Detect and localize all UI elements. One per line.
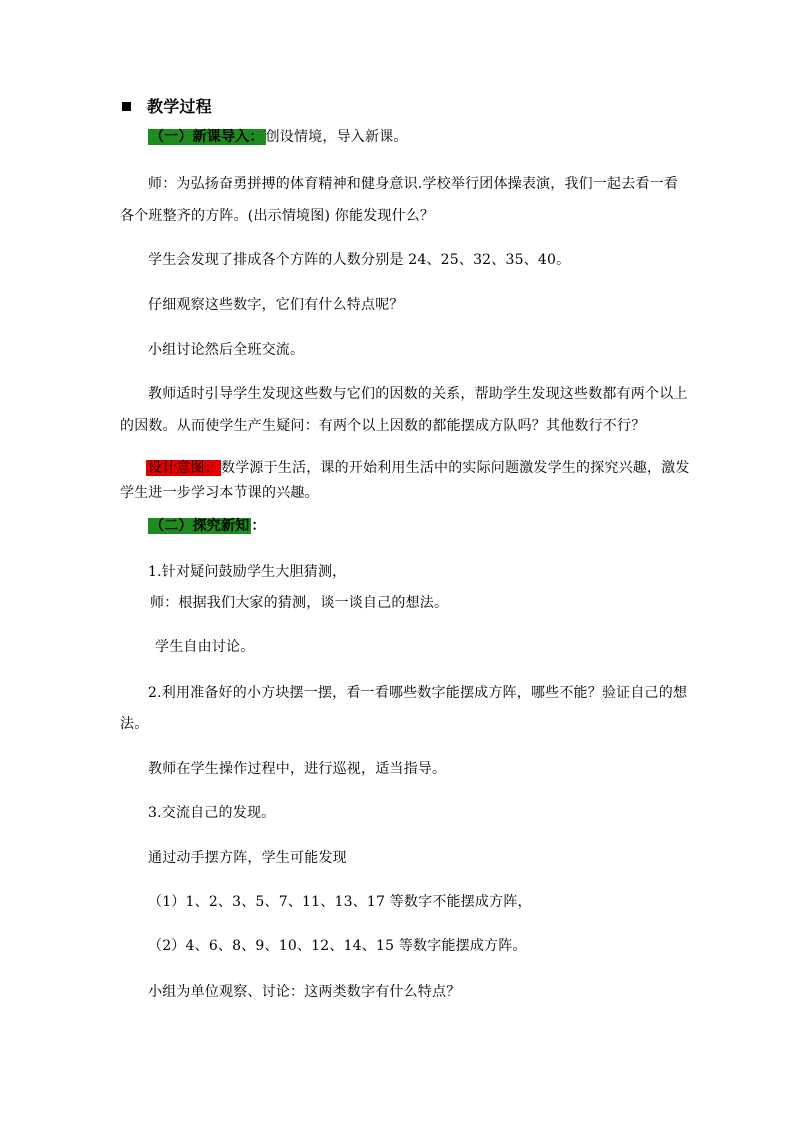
design-intent-text-b: 学生进一步学习本节课的兴趣。 [120, 485, 319, 501]
step1-teacher: 师：根据我们大家的猜测，谈一谈自己的想法。 [150, 595, 449, 611]
design-intent-label: 设计意图： [148, 460, 219, 476]
step3-intro: 通过动手摆方阵，学生可能发现 [148, 850, 347, 866]
part1-text: 创设情境，导入新课。 [265, 129, 408, 145]
paragraph-observe: 仔细观察这些数字，它们有什么特点呢？ [148, 297, 404, 313]
part2-label: （二）探究新知 [150, 518, 250, 534]
paragraph-group: 小组讨论然后全班交流。 [148, 342, 305, 358]
finding-1: （1）1、2、3、5、7、11、13、17 等数字不能摆成方阵， [148, 894, 532, 910]
section-heading [122, 98, 212, 116]
step1-students: 学生自由讨论。 [155, 639, 255, 655]
step3: 3.交流自己的发现。 [148, 805, 276, 821]
part2-line [148, 517, 266, 535]
paragraph-guide-b: 的因数。从而使学生产生疑问：有两个以上因数的都能摆成方队吗？其他数行不行？ [120, 418, 646, 434]
design-intent-line [146, 459, 690, 477]
finding-2: （2）4、6、8、9、10、12、14、15 等数字能摆成方阵。 [148, 938, 527, 954]
paragraph-teacher-1b: 各个班整齐的方阵。(出示情境图) 你能发现什么？ [120, 208, 435, 224]
step2-b: 法。 [120, 716, 149, 732]
paragraph-teacher-1a: 师：为弘扬奋勇拼搏的体育精神和健身意识.学校举行团体操表演，我们一起去看一看 [148, 176, 679, 192]
part1-line [148, 128, 408, 146]
square-bullet-icon [122, 102, 131, 111]
part2-suffix: ： [251, 518, 266, 534]
paragraph-guide-a: 教师适时引导学生发现这些数与它们的因数的关系，帮助学生发现这些数都有两个以上 [148, 386, 688, 402]
design-intent-text-a: 数学源于生活，课的开始利用生活中的实际问题激发学生的探究兴趣，激发 [221, 460, 690, 476]
paragraph-final: 小组为单位观察、讨论：这两类数字有什么特点？ [148, 984, 461, 1000]
section-title: 教学过程 [147, 97, 212, 116]
step2-a: 2.利用准备好的小方块摆一摆，看一看哪些数字能摆成方阵，哪些不能？验证自己的想 [148, 685, 688, 701]
step2-teacher: 教师在学生操作过程中，进行巡视，适当指导。 [148, 761, 447, 777]
part1-label: （一）新课导入： [150, 129, 264, 145]
step1: 1.针对疑问鼓励学生大胆猜测， [148, 564, 347, 580]
paragraph-students-found: 学生会发现了排成各个方阵的人数分别是 24、25、32、35、40。 [148, 252, 571, 268]
